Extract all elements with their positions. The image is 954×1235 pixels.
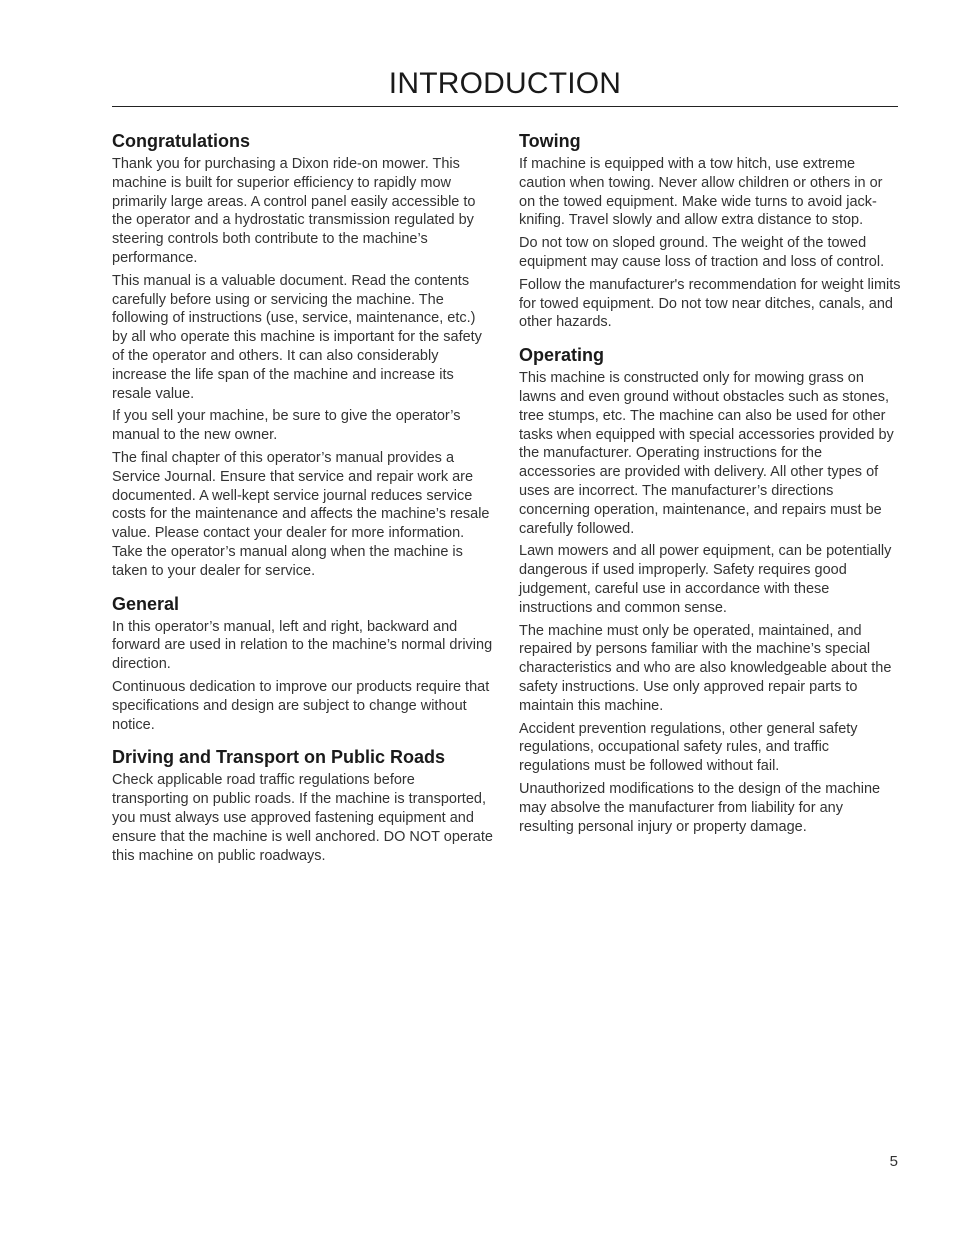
section-heading: General [112, 593, 180, 614]
section-heading: Driving and Transport on Public Roads [112, 747, 446, 768]
paragraph: Unauthorized modifications to the design of the machine may absolve the manufacturer from liability for any resulting personal injury or property damage. [519, 780, 881, 835]
page-number: 5 [889, 1153, 898, 1170]
left-column [112, 130, 494, 877]
paragraph: Lawn mowers and all power equipment, can be potentially dangerous if used improperly. Safety requires good judgement, careful use in accordance with these instructions and common sense. [519, 543, 892, 616]
paragraph: Continuous dedication to improve our products require that specifications and design are subject to change without notice. [112, 678, 490, 733]
right-column [519, 130, 901, 848]
paragraph: This manual is a valuable document. Read the contents carefully before using or servicing the machine. The following of instructions (use, service, maintenance, etc.) by all who operate this machine is important for the safety of the operator and others. It can also considerably increase the life span of the machine and increase its resale value. [112, 272, 482, 402]
section-general [112, 593, 494, 735]
section-operating [519, 344, 901, 836]
paragraph: If machine is equipped with a tow hitch, use extreme caution when towing. Never allow children or others in or on the towed equipment. Make wide turns to avoid jack-knifing. Travel slowly and allow extra distance to stop. [519, 156, 883, 229]
paragraph: This machine is constructed only for mowing grass on lawns and even ground without obstacles such as stones, tree stumps, etc. The machine can also be used for other tasks when equipped with special accessories provided by the manufacturer. Operating instructions for the accessories are provided with delivery. All other types of uses are incorrect. The manufacturer’s directions concerning operation, maintenance, and repairs must be carefully followed. [519, 370, 894, 537]
paragraph: Do not tow on sloped ground. The weight of the towed equipment may cause loss of traction and loss of control. [519, 235, 885, 270]
section-driving-transport [112, 746, 494, 865]
paragraph: Thank you for purchasing a Dixon ride-on mower. This machine is built for superior efficiency to rapidly mow primarily large areas. A control panel easily accessible to the operator and a hydrostatic transmission regulated by steering controls both contribute to the machine’s performance. [112, 156, 476, 266]
paragraph: Check applicable road traffic regulations before transporting on public roads. If the machine is transported, you must always use approved fastening equipment and ensure that the machine is well anchored. DO NOT operate this machine on public roadways. [112, 772, 493, 864]
paragraph: Follow the manufacturer's recommendation for weight limits for towed equipment. Do not tow near ditches, canals, and other hazards. [519, 276, 901, 331]
paragraph: If you sell your machine, be sure to give the operator’s manual to the new owner. [112, 408, 461, 444]
title-divider [112, 106, 898, 107]
section-heading: Towing [519, 131, 581, 151]
paragraph: In this operator’s manual, left and right, backward and forward are used in relation to the machine’s normal driving direction. [112, 618, 493, 673]
section-heading: Congratulations [112, 131, 250, 151]
section-towing [519, 130, 901, 332]
page-title: INTRODUCTION [388, 67, 622, 100]
paragraph: The final chapter of this operator’s manual provides a Service Journal. Ensure that service and repair work are documented. A well-kept service journal reduces service costs for the maintenance and affects the machine’s resale value. Please contact your dealer for more information. Take the operator’s manual along when the machine is taken to your dealer for service. [112, 449, 490, 579]
section-heading: Operating [519, 345, 605, 366]
section-congratulations [112, 130, 494, 581]
paragraph: The machine must only be operated, maintained, and repaired by persons familiar with the machine’s special characteristics and who are also knowledgeable about the safety instructions. Use only approved repair parts to maintain this machine. [519, 622, 892, 714]
paragraph: Accident prevention regulations, other general safety regulations, occupational safety rules, and traffic regulations must be followed without fail. [519, 720, 858, 775]
